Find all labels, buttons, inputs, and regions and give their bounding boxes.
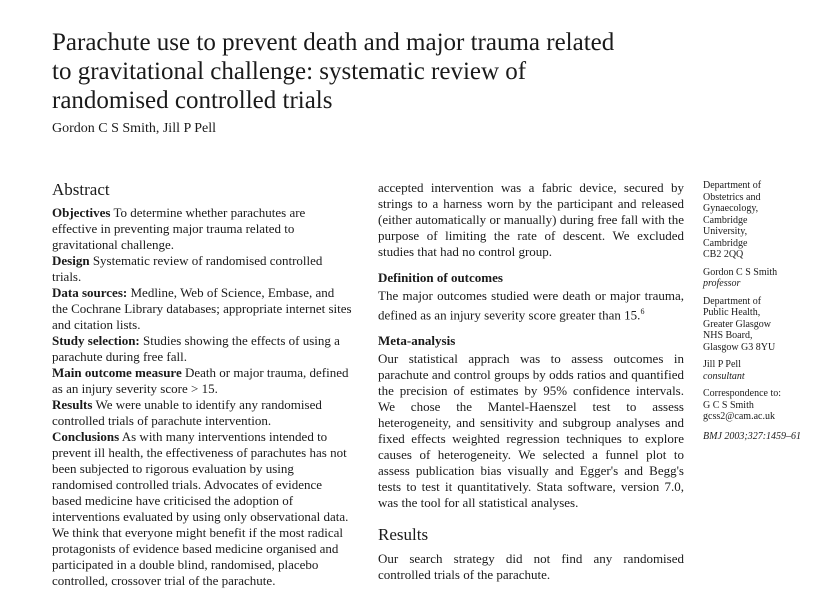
author-2-credit [703,359,813,382]
abstract-text: Medline, Web of Science, Embase, and the Cochrane Library databases; appropriate internet sites and citation lists. [52,285,352,332]
author-1-name: Gordon C S Smith [703,266,778,278]
affiliation-line: Public Health, [703,307,761,318]
abstract-data-sources [52,285,352,333]
abstract-label: Results [52,397,93,412]
author-list: Gordon C S Smith, Jill P Pell [52,121,217,136]
affiliation-line: Cambridge [703,237,748,249]
abstract-text: We were unable to identify any randomised controlled trials of parachute intervention. [52,397,322,428]
abstract-main-outcome [52,365,352,397]
abstract-label: Objectives [52,205,111,220]
correspondence-email: gcss2@cam.ac.uk [703,411,775,422]
author-2-role: consultant [703,370,745,382]
outcomes-heading: Definition of outcomes [378,270,503,285]
body-column [378,180,684,583]
outcomes-text: The major outcomes studied were death or major trauma, defined as an injury severity score greater than 15. [378,288,684,323]
affiliation-block-2 [703,296,813,354]
abstract-label: Conclusions [52,429,120,444]
meta-analysis-heading: Meta-analysis [378,333,456,349]
abstract-label: Main outcome measure [52,365,182,380]
title-line-1: Parachute use to prevent death and major trauma related [52,29,615,56]
affiliation-line: Greater Glasgow [703,318,772,330]
title-line-2: to gravitational challenge: systematic review of [52,58,527,85]
journal-citation: BMJ 2003;327:1459–61 [703,430,802,442]
affiliation-line: CB2 2QQ [703,249,744,260]
affiliation-line: Cambridge [703,214,748,226]
abstract-conclusions [52,429,352,589]
affiliation-line: Department of [703,295,762,307]
abstract-study-selection [52,333,352,365]
abstract-heading: Abstract [52,180,110,199]
affiliation-block-1 [703,180,813,261]
author-1-credit [703,267,813,290]
affiliation-line: University, [703,226,748,237]
reference-marker: 6 [640,307,645,316]
author-1-role: professor [703,278,741,289]
abstract-label: Data sources: [52,285,128,300]
affiliation-line: Department of [703,180,762,191]
results-heading: Results [378,525,429,545]
abstract-text: As with many interventions intended to prevent ill health, the effectiveness of parachutes has not been subjected to rigorous evaluation by using randomised controlled trials. Advocates of evidence based medicine have criticised the adoption of interventions evaluated by using only observational data. We think that everyone might benefit if the most radical protagonists of evidence based medicine organised and participated in a double blind, randomised, placebo controlled, crossover trial of the parachute. [52,429,349,588]
abstract-results [52,397,352,429]
methods-intro-paragraph: accepted intervention was a fabric device, secured by strings to a harness worn by the participant and released (either automatically or manually) during free fall with the purpose of limiting the rate of descent. We excluded studies that had no control group. [378,180,684,259]
affiliation-line: Gynaecology, [703,203,759,214]
abstract-label: Study selection: [52,333,140,348]
abstract-column [52,180,352,589]
correspondence-block [703,388,813,423]
correspondence-name: G C S Smith [703,399,754,411]
abstract-objectives [52,205,352,253]
abstract-label: Design [52,253,90,268]
outcomes-paragraph [378,288,684,323]
affiliation-line: NHS Board, [703,330,753,341]
article-title [52,28,752,115]
affiliation-sidebar [703,180,813,442]
abstract-design [52,253,352,285]
correspondence-label: Correspondence to: [703,388,782,399]
title-line-3: randomised controlled trials [52,87,333,114]
abstract-text: Studies showing the effects of using a parachute during free fall. [52,333,340,364]
author-2-name: Jill P Pell [703,359,741,370]
meta-analysis-paragraph: Our statistical apprach was to assess outcomes in parachute and control groups by odds ratios and quantified the precision of estimates by 95% confidence intervals. We chose the Mantel-Haenszel test to assess heterogeneity, and sensitivity and subgroup analyses and fixed effects weighted regression techniques to explore causes of heterogeneity. We selected a funnel plot to assess publication bias visually and Egger's and Begg's tests to test it quantitatively. Stata software, version 7.0, was the tool for all statistical analyses. [378,351,684,511]
affiliation-line: Obstetrics and [703,191,761,203]
abstract-text: Systematic review of randomised controlled trials. [52,253,323,284]
affiliation-line: Glasgow G3 8YU [703,341,776,353]
abstract-text: To determine whether parachutes are effective in preventing major trauma related to gravitational challenge. [52,205,306,252]
abstract-text: Death or major trauma, defined as an injury severity score > 15. [52,365,349,396]
results-paragraph: Our search strategy did not find any randomised controlled trials of the parachute. [378,551,684,583]
